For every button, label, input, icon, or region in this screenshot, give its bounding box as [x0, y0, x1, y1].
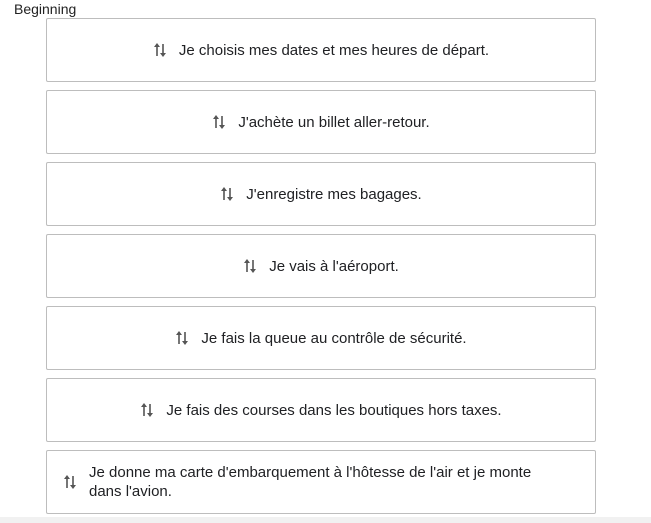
- reorder-arrows-icon: [175, 329, 189, 347]
- reorder-arrows-icon: [212, 113, 226, 131]
- reorder-arrows-icon: [140, 401, 154, 419]
- sortable-item-label: J'achète un billet aller-retour.: [238, 113, 430, 131]
- sortable-list: [46, 18, 596, 522]
- sortable-item-label: Je donne ma carte d'embarquement à l'hôtesse de l'air et je monte dans l'avion.: [89, 464, 532, 500]
- sortable-item-label: Je fais la queue au contrôle de sécurité.: [201, 329, 467, 347]
- sortable-item-label: Je fais des courses dans les boutiques hors taxes.: [166, 401, 502, 419]
- reorder-arrows-icon: [243, 257, 257, 275]
- sortable-item[interactable]: [46, 90, 596, 154]
- sortable-item[interactable]: [46, 306, 596, 370]
- sortable-item-label: Je vais à l'aéroport.: [269, 257, 399, 275]
- sortable-item[interactable]: [46, 378, 596, 442]
- reorder-arrows-icon: [220, 185, 234, 203]
- sortable-item-label: Je choisis mes dates et mes heures de départ.: [178, 41, 490, 59]
- reorder-arrows-icon: [153, 41, 167, 59]
- sortable-item[interactable]: [46, 450, 596, 514]
- sortable-item[interactable]: [46, 234, 596, 298]
- bottom-divider: [0, 517, 651, 523]
- reorder-arrows-icon: [63, 473, 77, 491]
- sortable-item-label: J'enregistre mes bagages.: [246, 185, 422, 203]
- sortable-item[interactable]: [46, 18, 596, 82]
- section-label: Beginning: [14, 1, 77, 17]
- sortable-item[interactable]: [46, 162, 596, 226]
